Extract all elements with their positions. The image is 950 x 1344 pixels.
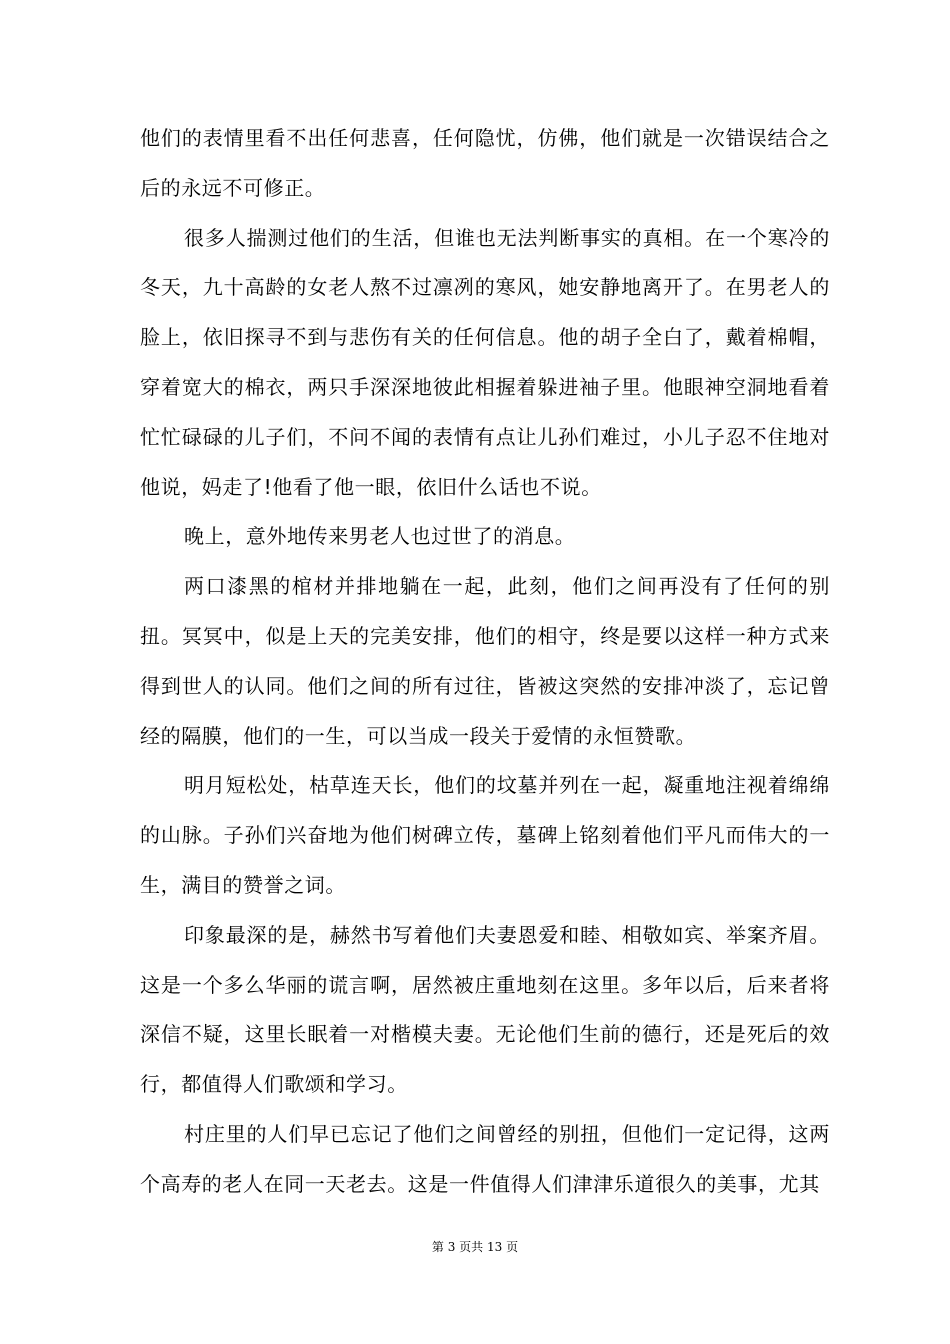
- paragraph-4: 两口漆黑的棺材并排地躺在一起，此刻，他们之间再没有了任何的别扭。冥冥中，似是上天的完美安排，他们的相守，终是要以这样一种方式来得到世人的认同。他们之间的所有过往，皆被这突然的安排冲淡了，忘记曾经的隔膜，他们的一生，可以当成一段关于爱情的永恒赞歌。: [140, 574, 830, 748]
- page-footer: [0, 1238, 950, 1256]
- paragraph-2: 很多人揣测过他们的生活，但谁也无法判断事实的真相。在一个寒冷的冬天，九十高龄的女老人熬不过凛冽的寒风，她安静地离开了。在男老人的脸上，依旧探寻不到与悲伤有关的任何信息。他的胡子全白了，戴着棉帽，穿着宽大的棉衣，两只手深深地彼此相握着躲进袖子里。他眼神空洞地看着忙忙碌碌的儿子们，不问不闻的表情有点让儿孙们难过，小儿子忍不住地对他说，妈走了!他看了他一眼，依旧什么话也不说。: [140, 225, 830, 499]
- paragraph-5: 明月短松处，枯草连天长，他们的坟墓并列在一起，凝重地注视着绵绵的山脉。子孙们兴奋地为他们树碑立传，墓碑上铭刻着他们平凡而伟大的一生，满目的赞誉之词。: [140, 773, 830, 897]
- page-number-label: 第 3 页共 13 页: [431, 1240, 519, 1254]
- paragraph-3: 晚上，意外地传来男老人也过世了的消息。: [184, 524, 576, 549]
- paragraph-6: 印象最深的是，赫然书写着他们夫妻恩爱和睦、相敬如宾、举案齐眉。这是一个多么华丽的谎言啊，居然被庄重地刻在这里。多年以后，后来者将深信不疑，这里长眠着一对楷模夫妻。无论他们生前的德行，还是死后的效行，都值得人们歌颂和学习。: [140, 922, 830, 1097]
- paragraph-1: 他们的表情里看不出任何悲喜，任何隐忧，仿佛，他们就是一次错误结合之后的永远不可修正。: [140, 126, 830, 200]
- document-body: [140, 114, 830, 1210]
- paragraph-7: 村庄里的人们早已忘记了他们之间曾经的别扭，但他们一定记得，这两个高寿的老人在同一天老去。这是一件值得人们津津乐道很久的美事，尤其: [140, 1121, 830, 1196]
